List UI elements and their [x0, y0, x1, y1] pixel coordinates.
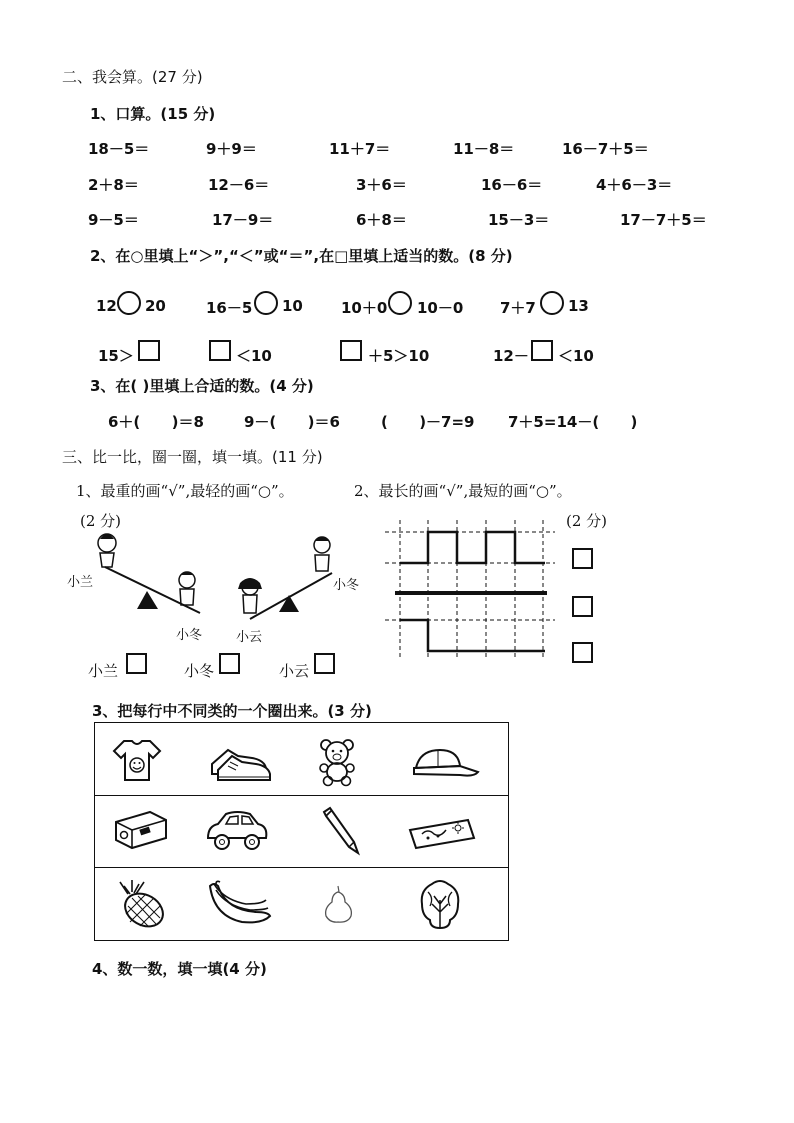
answer-box[interactable] — [572, 596, 593, 617]
pineapple-icon[interactable] — [114, 880, 168, 928]
seesaw-illustration — [60, 525, 360, 645]
teddy-bear-icon[interactable] — [312, 738, 362, 786]
compare-right: 13 — [568, 297, 589, 315]
child-icon — [314, 537, 330, 571]
answer-box[interactable] — [219, 653, 240, 674]
fill-item: 6＋( )＝8 — [108, 413, 204, 431]
calc-item: 18－5＝ — [88, 140, 150, 158]
compare-circle[interactable] — [254, 291, 278, 315]
calc-item: 12－6＝ — [208, 176, 270, 194]
answer-box[interactable] — [209, 340, 231, 361]
answer-box[interactable] — [126, 653, 147, 674]
compare-left: 10＋0 — [341, 299, 388, 317]
answer-box[interactable] — [572, 642, 593, 663]
compare-right: 10－0 — [417, 299, 464, 317]
calc-item: 15－3＝ — [488, 211, 550, 229]
answer-label: 小云 — [279, 662, 310, 680]
compare-circle[interactable] — [540, 291, 564, 315]
fill-item: 7＋5=14－( ) — [508, 413, 638, 431]
pencil-icon[interactable] — [318, 806, 362, 856]
toy-car-icon[interactable] — [204, 808, 270, 854]
calc-item: 3＋6＝ — [356, 176, 407, 194]
calc-item: 16－7＋5＝ — [562, 140, 649, 158]
length-diagram — [385, 520, 555, 660]
compare-right: 20 — [145, 297, 166, 315]
answer-box[interactable] — [340, 340, 362, 361]
name-label: 小兰 — [67, 575, 94, 590]
banana-icon[interactable] — [206, 880, 272, 926]
box-after: ＜10 — [236, 347, 272, 365]
name-label: 小冬 — [333, 578, 360, 593]
child-icon — [179, 572, 195, 606]
fill-item: ( )－7=9 — [381, 413, 475, 431]
s3-q1-points: (2 分) — [80, 512, 122, 530]
calc-item: 4＋6－3＝ — [596, 176, 673, 194]
calc-item: 9－5＝ — [88, 211, 139, 229]
child-icon — [238, 578, 262, 613]
answer-box[interactable] — [138, 340, 160, 361]
fill-item: 9－( )＝6 — [244, 413, 340, 431]
section2-title: 二、我会算。(27 分) — [62, 68, 203, 86]
calc-item: 9＋9＝ — [206, 140, 257, 158]
s3-q4-title: 4、数一数，填一填(4 分) — [92, 960, 267, 978]
compare-left: 7＋7 — [500, 299, 536, 317]
compare-left: 12 — [96, 297, 117, 315]
compare-left: 16－5 — [206, 299, 253, 317]
calc-item: 17－9＝ — [212, 211, 274, 229]
sharpener-icon[interactable] — [112, 808, 170, 850]
compare-circle[interactable] — [117, 291, 141, 315]
cabbage-icon[interactable] — [416, 876, 464, 932]
s3-q2-points: (2 分) — [566, 512, 608, 530]
answer-label: 小兰 — [88, 662, 119, 680]
answer-box[interactable] — [572, 548, 593, 569]
t-shirt-icon[interactable] — [112, 738, 162, 783]
s3-q2-title: 2、最长的画“√”,最短的画“○”。 — [354, 482, 572, 500]
compare-right: 10 — [282, 297, 303, 315]
calc-item: 2＋8＝ — [88, 176, 139, 194]
box-after: ＜10 — [558, 347, 594, 365]
pear-icon[interactable] — [318, 884, 358, 924]
calc-item: 16－6＝ — [481, 176, 543, 194]
cap-icon[interactable] — [410, 746, 480, 780]
compare-circle[interactable] — [388, 291, 412, 315]
section3-title: 三、比一比，圈一圈，填一填。(11 分) — [62, 448, 323, 466]
shoes-icon[interactable] — [208, 742, 272, 782]
calc-item: 17－7＋5＝ — [620, 211, 707, 229]
q3-title: 3、在( )里填上合适的数。(4 分) — [90, 377, 314, 395]
name-label: 小冬 — [176, 628, 203, 643]
answer-label: 小冬 — [184, 662, 215, 680]
s3-q3-title: 3、把每行中不同类的一个圈出来。(3 分) — [92, 702, 372, 720]
calc-item: 11－8＝ — [453, 140, 515, 158]
answer-box[interactable] — [314, 653, 335, 674]
calc-item: 6＋8＝ — [356, 211, 407, 229]
box-before: 12－ — [493, 347, 529, 365]
pencil-case-icon[interactable] — [406, 816, 478, 852]
calc-item: 11＋7＝ — [329, 140, 391, 158]
box-after: ＋5＞10 — [368, 347, 430, 365]
box-before: 15＞ — [98, 347, 134, 365]
name-label: 小云 — [236, 630, 263, 645]
child-icon — [98, 534, 116, 567]
q2-title: 2、在○里填上“＞”,“＜”或“＝”,在□里填上适当的数。(8 分) — [90, 247, 513, 265]
q1-title: 1、口算。(15 分) — [90, 105, 216, 123]
answer-box[interactable] — [531, 340, 553, 361]
s3-q1-title: 1、最重的画“√”,最轻的画“○”。 — [76, 482, 294, 500]
